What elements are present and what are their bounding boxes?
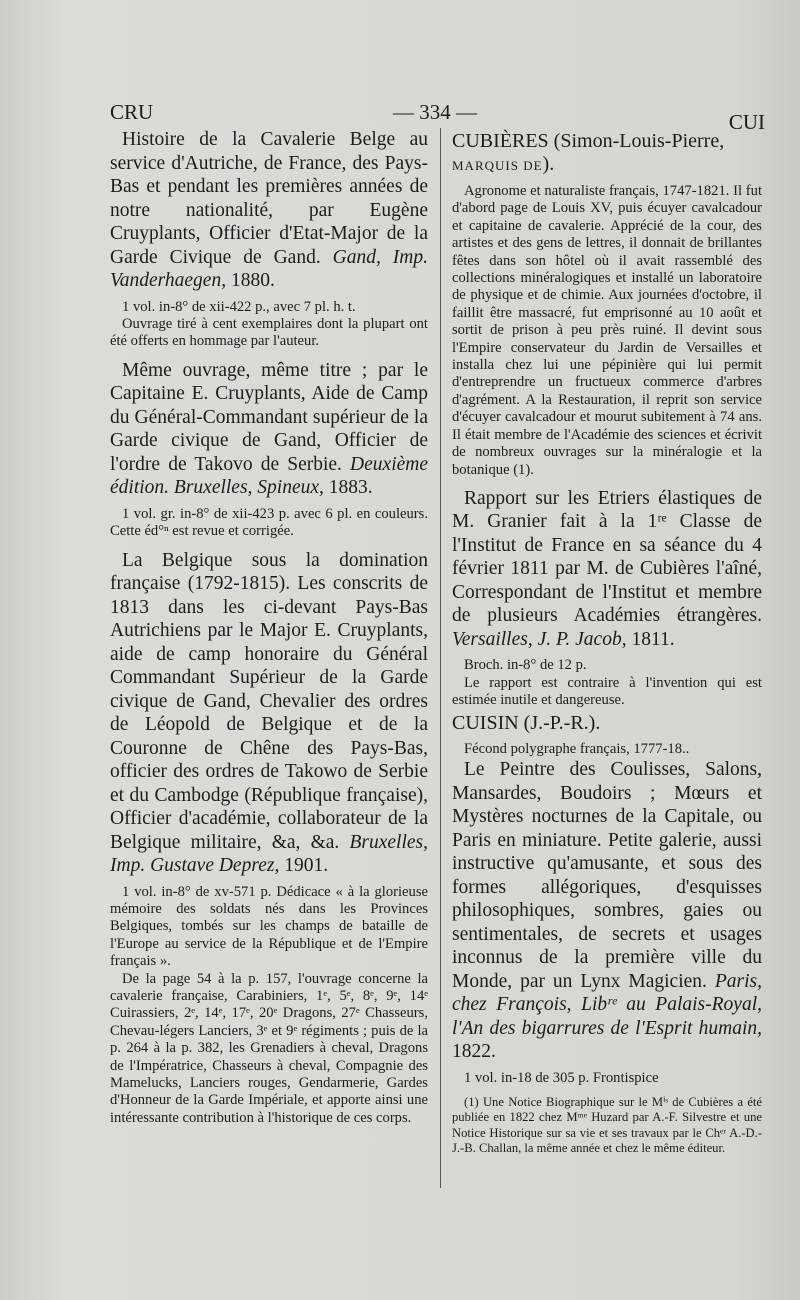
entry-title-text: Histoire de la Cavalerie Belge au service d'Autriche, de France, des Pays-Bas et pendant les premières années de notre nationalité, par Eugène Cruyplants, Officier d'Etat-Major de la Garde Civique de Gand. <box>110 129 428 268</box>
entry-note: Le rapport est contraire à l'invention qui est estimée inutile et dangereuse. <box>452 674 762 709</box>
entry-note: Ouvrage tiré à cent exemplaires dont la plupart ont été offerts en hommage par l'auteur. <box>110 315 428 350</box>
author-biography: Fécond polygraphe français, 1777-18.. <box>464 740 690 757</box>
entry-description: 1 vol. in-8° de xv-571 p. Dédicace « à la glorieuse mémoire des soldats nés dans les Provinces Belgiques, tombés sur les champs de bataille de l'Europe au service de la République et de l'Empire français ». <box>110 883 428 970</box>
entry-title <box>452 758 762 1064</box>
entry-title <box>110 549 428 878</box>
entry-title-text: Même ouvrage, même titre ; par le Capitaine E. Cruyplants, Aide de Camp du Général-Commandant supérieur de la Garde civique de Gand, Officier de l'ordre de Takovo de Serbie. <box>110 359 428 475</box>
footnote: (1) Une Notice Biographique sur le Mⁱˢ de Cubières a été publiée en 1822 chez Mᵐᵉ Huzard par A.-F. Silvestre et une Notice Historique sur sa vie et ses travaux par le Chᵉʳ A.-D.-J.-B. Challan, la même année et chez le même éditeur. <box>452 1094 762 1156</box>
author-biography: Agronome et naturaliste français, 1747-1821. Il fut d'abord page de Louis XV, puis écuyer cavalcadour et capitaine de cavalerie. Apprécié de la cour, des artistes et des gens de lettres, il donnait de brillantes fêtes dans son hôtel où il avait rassemblé des collections minéralogiques et installé un laboratoire de physique et de chimie. Aux journées d'octobre, il faillit être massacré, fut emprisonné au 10 août et sortit de prison à peu près ruiné. Il devint sous l'Empire conservateur du Jardin de Versailles et installa chez lui une pépinière qui lui permit d'entreprendre un fructueux commerce d'arbres d'agrément. A la Restauration, il reprit son service d'écuyer cavalcadour et mourut subitement à 74 ans. Il était membre de l'Académie des sciences et écrivit de nombreux ouvrages sur la minéralogie et la botanique (1). <box>452 183 762 478</box>
entry-title-text: La Belgique sous la domination française (1792-1815). Les conscrits de 1813 dans les ci-devant Pays-Bas Autrichiens par le Major E. Cruyplants, aide de camp honoraire du Général Commandant Supérieur de la Garde civique de Gand, Chevalier des ordres de Léopold de Belgique et de la Couronne de Chêne des Pays-Bas, officier des ordres de Takowo de Serbie et du Cambodge (République française), Officier d'académie, collaborateur de la Belgique militaire, &a, &a. <box>110 549 428 853</box>
entry-description: 1 vol. in-18 de 305 p. Frontispice <box>464 1069 659 1086</box>
author-title: MARQUIS DE <box>452 158 543 173</box>
left-column <box>110 128 428 1127</box>
author-name: CUBIÈRES (Simon-Louis-Pierre, <box>452 130 725 152</box>
page-number: — 334 — <box>393 100 477 124</box>
entry-publisher: Bruxelles, Imp. Gustave Deprez, <box>110 831 428 877</box>
entry-publisher: Versailles, J. P. Jacob, <box>452 628 627 650</box>
author-heading <box>452 130 762 177</box>
entry-description: 1 vol. gr. in-8° de xii-423 p. avec 6 pl. en couleurs. Cette éd°ⁿ est revue et corrigée. <box>110 505 428 540</box>
entry-title-text: Rapport sur les Etriers élastiques de M. Granier fait à la 1ʳᵉ Classe de l'Institut de France en sa séance du 4 février 1811 par M. de Cubières l'aîné, Correspondant de l'Institut et membre de plusieurs Académies étrangères. <box>452 487 762 627</box>
entry-year: 1901. <box>279 855 329 877</box>
author-heading: CUISIN (J.-P.-R.). <box>452 711 601 734</box>
entry-title <box>452 487 762 652</box>
entry-title <box>110 359 428 500</box>
entry-year: 1822. <box>452 1041 496 1063</box>
header-right: CUI <box>728 110 765 134</box>
running-header <box>110 100 765 134</box>
column-divider <box>440 128 441 1188</box>
entry-title-text: Le Peintre des Coulisses, Salons, Mansardes, Boudoirs ; Mœurs et Mystères nocturnes de la Capitale, ou Paris en miniature. Petite galerie, aussi instructive qu'amusante, et sous des formes allégoriques, d'esquisses philosophiques, sombres, gaies ou sentimentales, de secrets et usages inconnus de la première ville du Monde, par un Lynx Magicien. <box>452 759 762 992</box>
entry-publisher: Deuxième édition. Bruxelles, Spineux, <box>110 453 428 499</box>
entry-description: 1 vol. in-8° de xii-422 p., avec 7 pl. h. t. <box>122 298 356 315</box>
entry-year: 1883. <box>323 477 373 499</box>
entry-title <box>110 128 428 293</box>
entry-year: 1811. <box>626 628 675 650</box>
header-left: CRU <box>110 100 154 124</box>
entry-year: 1880. <box>226 270 275 291</box>
right-column <box>452 128 762 1170</box>
entry-description: Broch. in-8° de 12 p. <box>464 657 587 674</box>
entry-publisher: Paris, chez François, Libʳᵉ au Palais-Royal, l'An des bigarrures de l'Esprit humain, <box>452 970 762 1039</box>
entry-note: De la page 54 à la p. 157, l'ouvrage concerne la cavalerie française, Carabiniers, 1ᵉ, 5ᵉ, 8ᵉ, 9ᵉ, 14ᵉ Cuirassiers, 2ᵉ, 14ᵉ, 17ᵉ, 20ᵉ Dragons, 27ᵉ Chasseurs, Chevau-légers Lanciers, 3ᵉ et 9ᵉ régiments ; puis de la p. 264 à la p. 382, les Grenadiers à cheval, Dragons de l'Impératrice, Chasseurs à cheval, Compagnie des Mamelucks, Lanciers rouges, Gendarmerie, Gardes d'Honneur de la Garde Impériale, et apporte ainsi une intéressante contribution à l'historique de ces corps. <box>110 970 428 1126</box>
entry-publisher: Gand, Imp. Vanderhaegen, <box>110 246 428 291</box>
author-heading-end: ). <box>542 153 555 175</box>
